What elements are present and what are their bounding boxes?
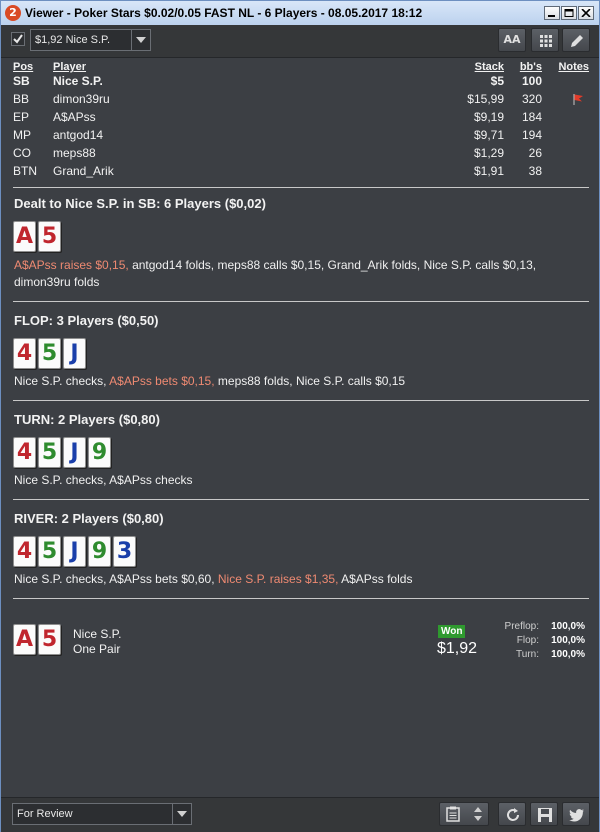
share-twitter-button[interactable] [562, 802, 590, 826]
card: A [13, 221, 36, 252]
app-logo-icon: 2 [5, 5, 21, 21]
card: 5 [38, 536, 61, 567]
row-pos: CO [13, 146, 31, 160]
close-icon [581, 9, 591, 17]
table-row[interactable] [13, 128, 591, 146]
card: A [13, 624, 36, 655]
card: 5 [38, 437, 61, 468]
flop-actions [14, 373, 584, 390]
row-stack: $15,99 [467, 92, 504, 106]
row-stack: $1,29 [473, 146, 504, 160]
action-text: Nice S.P. checks, A$APss bets $0,60, [14, 572, 218, 586]
action-highlight: A$APss raises $0,15, [14, 258, 129, 272]
stat-value: 100,0% [551, 621, 585, 632]
row-stack: $9,19 [473, 110, 504, 124]
window-title: Viewer - Poker Stars $0.02/0.05 FAST NL - 6 Players - 08.05.2017 18:12 [25, 6, 423, 20]
header-bbs: bb's [519, 61, 542, 73]
minimize-button[interactable] [544, 6, 560, 20]
table-row[interactable] [13, 164, 591, 182]
tag-select-value: For Review [17, 808, 73, 820]
row-player: meps88 [53, 146, 96, 160]
preflop-title: Dealt to Nice S.P. in SB: 6 Players ($0,02) [14, 196, 266, 211]
won-badge: Won [438, 625, 465, 638]
divider [13, 499, 589, 500]
card: 9 [88, 437, 111, 468]
action-highlight: A$APss bets $0,15, [109, 374, 215, 388]
flag-icon[interactable] [572, 93, 584, 108]
font-size-icon: AA [503, 33, 521, 46]
row-pos: BB [13, 92, 30, 106]
row-bbs: 38 [528, 164, 542, 178]
chevron-down-icon [136, 37, 146, 43]
footer-bar [1, 797, 599, 832]
card: 4 [13, 437, 36, 468]
layout-grid-button[interactable] [531, 28, 559, 52]
edit-notes-button[interactable] [562, 28, 590, 52]
checkbox-icon [12, 33, 24, 45]
card: J [63, 536, 86, 567]
row-stack: $5 [490, 74, 504, 88]
clipboard-icon [446, 806, 460, 822]
card: 5 [38, 221, 61, 252]
close-button[interactable] [578, 6, 594, 20]
row-player: A$APss [53, 110, 96, 124]
card: 5 [38, 338, 61, 369]
divider [13, 301, 589, 302]
row-pos: MP [13, 128, 31, 142]
table-row[interactable] [13, 92, 591, 110]
river-actions [14, 571, 584, 588]
row-stack: $9,71 [473, 128, 504, 142]
action-text: antgod14 folds, meps88 calls $0,15, Grand_Arik folds, Nice S.P. calls $0,13, dimon39ru folds [14, 258, 537, 289]
hand-summary [1, 621, 599, 681]
save-button[interactable] [530, 802, 558, 826]
row-pos: BTN [13, 164, 37, 178]
row-stack: $1,91 [473, 164, 504, 178]
table-row[interactable] [13, 146, 591, 164]
table-row[interactable] [13, 74, 591, 92]
card: J [63, 437, 86, 468]
card: J [63, 338, 86, 369]
save-icon [537, 807, 553, 823]
row-bbs: 320 [521, 92, 542, 106]
stat-label: Flop: [516, 635, 539, 646]
action-text: Nice S.P. checks, [14, 374, 110, 388]
pencil-icon [569, 33, 585, 49]
action-text: A$APss folds [338, 572, 413, 586]
twitter-icon [569, 807, 585, 823]
tag-select-arrow[interactable] [172, 804, 191, 824]
card: 9 [88, 536, 111, 567]
hero-checkbox[interactable] [11, 32, 25, 46]
row-pos: SB [13, 74, 30, 88]
summary-hand: One Pair [73, 642, 121, 656]
summary-player: Nice S.P. [73, 627, 122, 641]
title-bar [1, 1, 599, 26]
row-player: Grand_Arik [53, 164, 114, 178]
header-stack: Stack [474, 61, 504, 73]
header-notes: Notes [558, 61, 589, 73]
card: 4 [13, 338, 36, 369]
row-player: Nice S.P. [53, 74, 103, 88]
row-pos: EP [13, 110, 30, 124]
card: 3 [113, 536, 136, 567]
minimize-icon [547, 9, 557, 17]
refresh-icon [505, 807, 521, 823]
turn-title: TURN: 2 Players ($0,80) [14, 412, 160, 427]
copy-hand-button[interactable] [439, 802, 489, 826]
table-row[interactable] [13, 110, 591, 128]
row-player: antgod14 [53, 128, 104, 142]
grid-icon [538, 33, 554, 49]
row-player: dimon39ru [53, 92, 110, 106]
row-bbs: 26 [528, 146, 542, 160]
card: 5 [38, 624, 61, 655]
divider [13, 400, 589, 401]
player-select-arrow[interactable] [131, 30, 150, 50]
chevron-down-icon [177, 811, 187, 817]
stat-label: Turn: [516, 649, 539, 660]
header-pos: Pos [13, 61, 34, 73]
divider [13, 187, 589, 188]
flop-title: FLOP: 3 Players ($0,50) [14, 313, 159, 328]
divider [13, 598, 589, 599]
won-amount: $1,92 [437, 640, 478, 657]
header-player: Player [53, 61, 87, 73]
action-text: Nice S.P. checks, A$APss checks [14, 473, 193, 487]
turn-actions [14, 472, 584, 489]
preflop-actions [14, 257, 584, 291]
replay-button[interactable] [498, 802, 526, 826]
action-text: meps88 folds, Nice S.P. calls $0,15 [214, 374, 406, 388]
tag-select[interactable] [12, 803, 192, 825]
stat-value: 100,0% [551, 649, 585, 660]
updown-arrows-icon [474, 807, 482, 821]
row-bbs: 194 [521, 128, 542, 142]
row-bbs: 100 [521, 74, 542, 88]
toolbar [1, 25, 599, 58]
stat-label: Preflop: [504, 621, 539, 632]
player-select-value: $1,92 Nice S.P. [35, 34, 111, 46]
action-highlight: Nice S.P. raises $1,35, [217, 572, 339, 586]
player-select[interactable] [30, 29, 151, 51]
font-size-button[interactable] [498, 28, 526, 52]
maximize-button[interactable] [561, 6, 577, 20]
card: 4 [13, 536, 36, 567]
maximize-icon [564, 9, 574, 17]
stat-value: 100,0% [551, 635, 585, 646]
row-bbs: 184 [521, 110, 542, 124]
river-title: RIVER: 2 Players ($0,80) [14, 511, 164, 526]
